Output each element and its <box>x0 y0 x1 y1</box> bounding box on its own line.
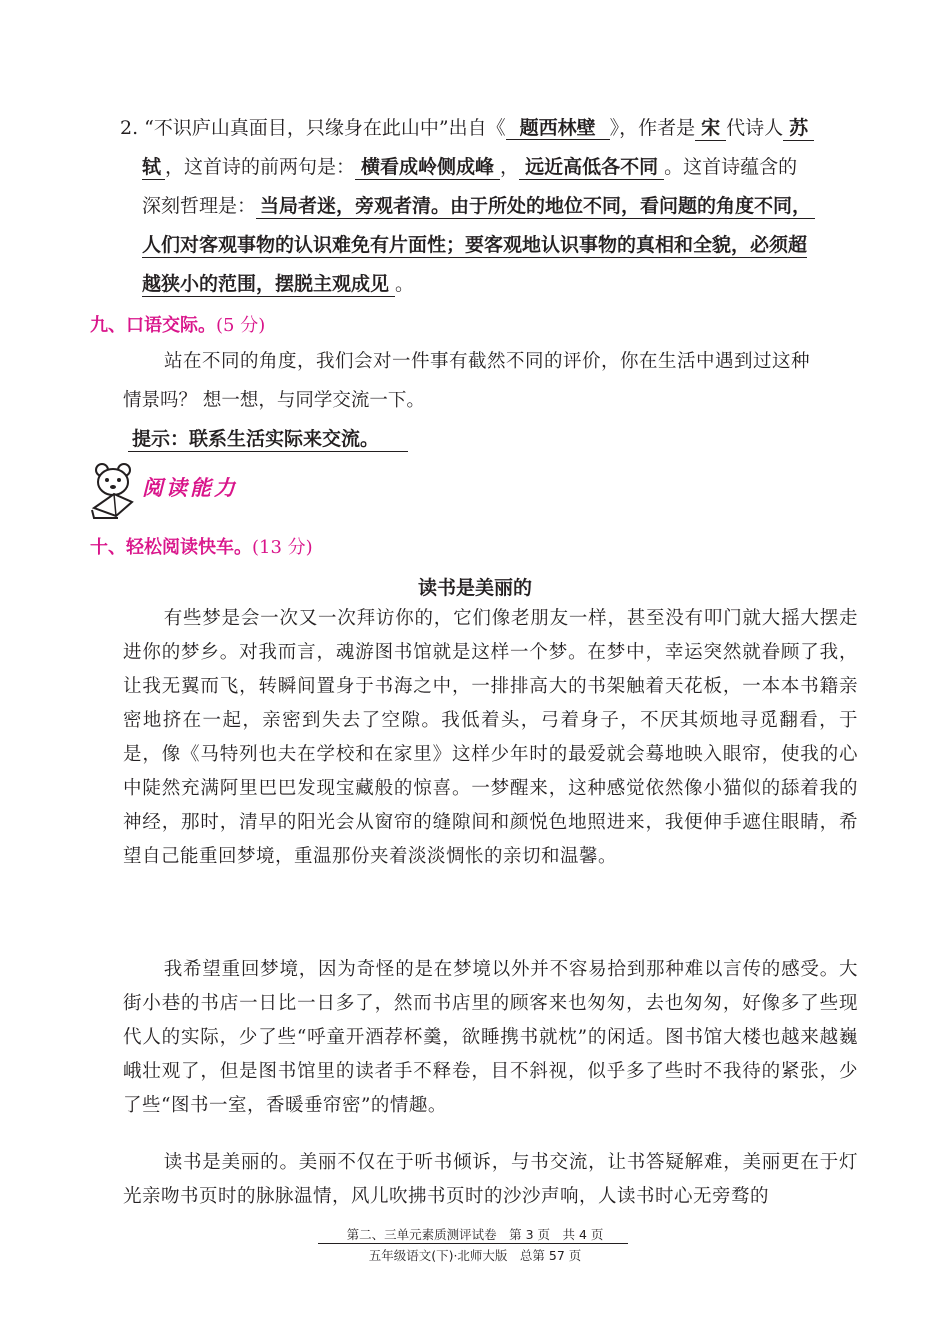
passage-paragraph-1: 有些梦是会一次又一次拜访你的，它们像老朋友一样，甚至没有叩门就大摇大摆走进你的梦乡。对我而言，魂游图书馆就是这样一个梦。在梦中，幸运突然就眷顾了我，让我无翼而飞，转瞬间置身于书海之中，一排排高大的书架触着天花板，一本本书籍亲密地挤在一起，亲密到失去了空隙。我低着头，弓着身子，不厌其烦地寻觅翻看，于是，像《马特列也夫在学校和在家里》这样少年时的最爱就会蓦地映入眼帘，使我的心中陡然充满阿里巴巴发现宝藏般的惊喜。一梦醒来，这种感觉依然像小猫似的舔着我的神经，那时，清早的阳光会从窗帘的缝隙间和颜悦色地照进来，我便伸手遮住眼睛，希望自己能重回梦境，重温那份夹着淡淡惆怅的亲切和温馨。 <box>123 608 858 867</box>
answer-dynasty: 宋 <box>695 117 726 141</box>
answer-author-part1: 苏 <box>783 117 814 141</box>
answer-philosophy-2: 人们对客观事物的认识难免有片面性；要客观地认识事物的真相和全貌，必须超 <box>142 234 808 256</box>
section-9-answer: 提示：联系生活实际来交流。 <box>128 427 408 452</box>
footer-line-2: 五年级语文(下)·北师大版 总第 57 页 <box>368 1248 582 1263</box>
reading-section-label: 阅读能力 <box>142 476 238 500</box>
q2-line-1: 2. “不识庐山真面目，只缘身在此山中”出自《 题西林壁 》，作者是 宋 代诗人 苏 <box>120 116 814 141</box>
answer-poem-title: 题西林壁 <box>506 117 610 140</box>
bear-reading-icon <box>88 460 148 520</box>
q2-line-3: 深刻哲理是： 当局者迷，旁观者清。由于所处的地位不同，看问题的角度不同， <box>142 194 815 219</box>
section-9-heading: 九、口语交际。(5 分) <box>90 315 266 336</box>
answer-poem-line-b: 远近高低各不同 <box>519 156 664 180</box>
passage-paragraph-3: 读书是美丽的。美丽不仅在于听书倾诉，与书交流，让书答疑解难，美丽更在于灯光亲吻书页时的脉脉温情，风儿吹拂书页时的沙沙声响，人读书时心无旁骛的 <box>123 1152 858 1207</box>
answer-author-part2: 轼 <box>142 156 165 180</box>
q2-text: 2. “不识庐山真面目，只缘身在此山中”出自《 <box>120 117 506 139</box>
footer-line-1: 第二、三单元素质测评试卷 第 3 页 共 4 页 <box>346 1227 604 1242</box>
q2-line-2: 轼 ，这首诗的前两句是： 横看成岭侧成峰 ， 远近高低各不同 。这首诗蕴含的 <box>142 156 798 178</box>
section-10-heading: 十、轻松阅读快车。(13 分) <box>90 537 313 558</box>
answer-philosophy-1: 当局者迷，旁观者清。由于所处的地位不同，看问题的角度不同， <box>256 195 815 219</box>
q2-line-5: 越狭小的范围，摆脱主观成见 。 <box>142 273 415 295</box>
passage-paragraph-2: 我希望重回梦境，因为奇怪的是在梦境以外并不容易拾到那种难以言传的感受。大街小巷的书店一日比一日多了，然而书店里的顾客来也匆匆，去也匆匆，好像多了些现代人的实际，少了些“呼童开酒荐杯羹，欲睡携书就枕”的闲适。图书馆大楼也越来越巍峨壮观了，但是图书馆里的读者手不释卷，目不斜视，似乎多了些时不我待的紧张，少了些“图书一室，香暖垂帘密”的情趣。 <box>123 959 858 1116</box>
passage-title: 读书是美丽的 <box>417 577 532 599</box>
answer-philosophy-3: 越狭小的范围，摆脱主观成见 <box>142 273 395 297</box>
reading-section-banner <box>88 460 348 520</box>
answer-poem-line-a: 横看成岭侧成峰 <box>355 156 500 180</box>
footer-divider <box>318 1243 628 1244</box>
section-9-prompt-2: 情景吗？ 想一想，与同学交流一下。 <box>123 390 425 411</box>
section-9-prompt-1: 站在不同的角度，我们会对一件事有截然不同的评价，你在生活中遇到过这种 <box>164 351 811 372</box>
